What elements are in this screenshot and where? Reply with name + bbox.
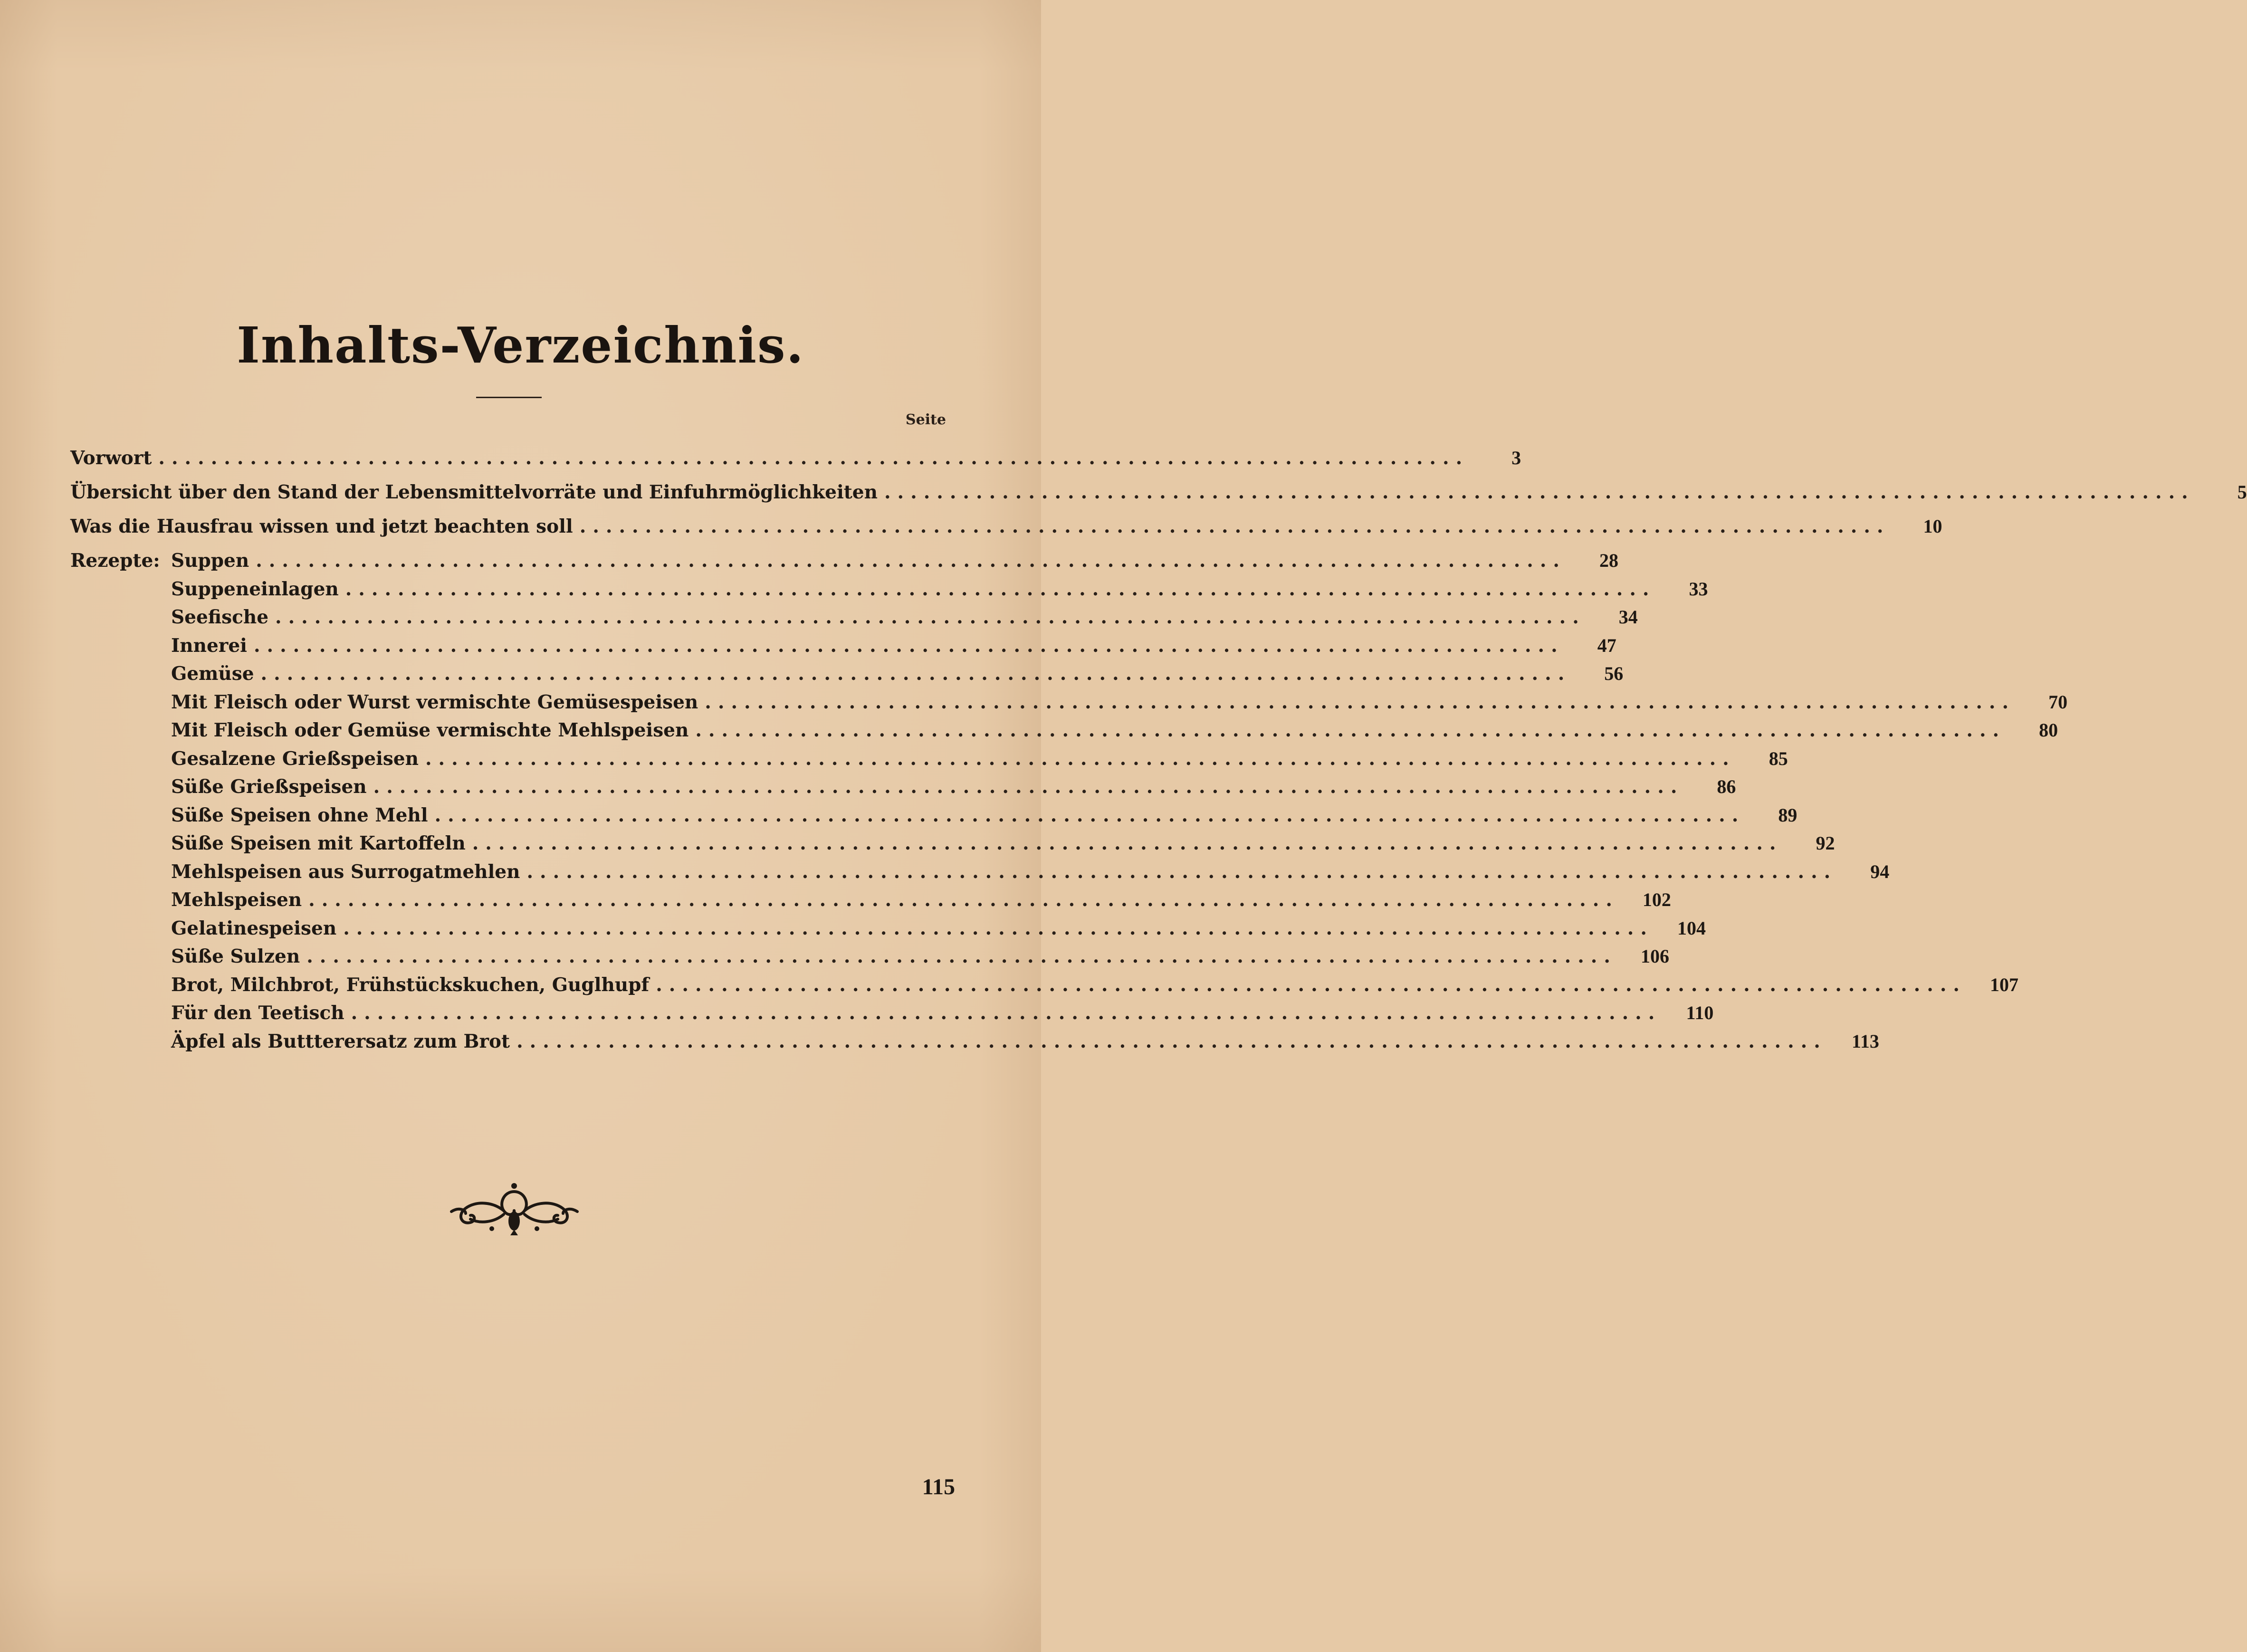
toc-entry-page: 47 — [1597, 634, 1616, 656]
toc-recipe-entry — [70, 917, 1706, 945]
leader-dots: .................................................................................................... — [425, 747, 1736, 770]
leader-dots: .................................................................................................... — [472, 832, 1783, 854]
toc-entry-page: 10 — [1923, 516, 1942, 537]
toc-recipe-entry — [70, 804, 1798, 832]
recipes-heading: Rezepte: — [70, 550, 160, 572]
toc-recipe-entry — [70, 719, 2058, 747]
toc-entry-label: Süße Speisen ohne Mehl — [171, 804, 428, 826]
leader-dots: .................................................................................................... — [884, 481, 2195, 503]
toc-recipe-entry — [70, 775, 1736, 804]
toc-recipe-entry — [70, 578, 1708, 606]
page-column-header: Seite — [905, 411, 946, 428]
leader-dots: .................................................................................................... — [345, 578, 1656, 600]
toc-entry-label: Seefische — [171, 606, 269, 628]
toc-entry-page: 5 — [2237, 481, 2247, 503]
toc-entry-label: Mit Fleisch oder Gemüse vermischte Mehlspeisen — [171, 719, 689, 741]
toc-entry-page: 70 — [2048, 691, 2068, 713]
toc-entry-page: 85 — [1769, 747, 1788, 769]
toc-entry-page: 102 — [1642, 889, 1671, 910]
toc-entry-label: Gelatinespeisen — [171, 917, 337, 939]
toc-entry-page: 3 — [1511, 447, 1521, 468]
toc-entry — [70, 515, 1942, 549]
toc-entry-label: Mit Fleisch oder Wurst vermischte Gemüsespeisen — [171, 691, 698, 713]
leader-dots: .................................................................................................... — [343, 917, 1654, 939]
leader-dots: .................................................................................................... — [705, 691, 2016, 713]
toc-recipe-entry — [70, 1002, 1714, 1030]
toc-entry-page: 33 — [1689, 578, 1708, 600]
toc-recipe-entry — [70, 860, 1890, 889]
leader-dots: .................................................................................................... — [275, 606, 1586, 628]
toc-entry-label: Süße Sulzen — [171, 945, 300, 967]
toc-entry-label: Äpfel als Buttterersatz zum Brot — [171, 1030, 510, 1052]
page-number: 115 — [922, 1474, 955, 1499]
toc-recipe-entry — [70, 974, 2018, 1002]
toc-entry-label: Innerei — [171, 634, 247, 657]
leader-dots: .................................................................................................... — [306, 945, 1617, 967]
toc-entry-page: 110 — [1686, 1002, 1714, 1023]
leader-dots: .................................................................................................... — [434, 804, 1745, 826]
toc-entry-page: 89 — [1778, 804, 1798, 826]
toc-entry-label: Mehlspeisen — [171, 889, 302, 911]
leader-dots: .................................................................................................... — [579, 516, 1890, 537]
table-of-contents — [70, 447, 2247, 1058]
toc-recipe-entry — [70, 832, 1835, 860]
toc-entry-label: Suppen — [171, 550, 249, 572]
toc-entry-page: 56 — [1604, 663, 1624, 684]
toc-entry-label: Süße Grießspeisen — [171, 776, 367, 798]
toc-entry-page: 107 — [1989, 974, 2018, 995]
toc-recipe-entry — [70, 634, 1616, 663]
toc-entry — [70, 447, 1521, 481]
toc-entry-page: 34 — [1618, 606, 1638, 628]
toc-entry-label: Was die Hausfrau wissen und jetzt beachten soll — [70, 516, 573, 537]
toc-entry-label: Gesalzene Grießspeisen — [171, 747, 419, 770]
toc-entry-label: Suppeneinlagen — [171, 578, 339, 600]
toc-recipe-entry — [70, 945, 1669, 974]
leader-dots: .................................................................................................... — [373, 776, 1684, 798]
toc-recipe-entry — [70, 662, 1624, 691]
leader-dots: .................................................................................................... — [516, 1030, 1827, 1052]
toc-entry-page: 80 — [2039, 719, 2058, 741]
toc-entry-label: Mehlspeisen aus Surrogatmehlen — [171, 860, 520, 883]
toc-entry-page: 113 — [1852, 1030, 1879, 1052]
toc-entry-page: 28 — [1599, 550, 1618, 571]
leader-dots: .................................................................................................... — [656, 974, 1966, 996]
leader-dots: .................................................................................................... — [695, 719, 2006, 741]
toc-recipe-entry — [70, 549, 1618, 578]
toc-recipe-entry — [70, 606, 1638, 634]
leader-dots: .................................................................................................... — [158, 447, 1469, 469]
toc-entry-page: 86 — [1717, 776, 1736, 797]
leader-dots: .................................................................................................... — [308, 889, 1619, 911]
leader-dots: .................................................................................................... — [260, 663, 1571, 685]
toc-entry-label: Übersicht über den Stand der Lebensmittelvorräte und Einfuhrmöglichkeiten — [70, 481, 878, 503]
toc-entry-page: 104 — [1677, 917, 1706, 939]
toc-entry-page: 106 — [1640, 945, 1669, 967]
toc-recipe-entry — [70, 888, 1671, 917]
toc-entry-label: Für den Teetisch — [171, 1002, 344, 1024]
page-title: Inhalts-Verzeichnis. — [237, 316, 804, 374]
leader-dots: .................................................................................................... — [526, 860, 1837, 883]
leader-dots: .................................................................................................... — [253, 634, 1564, 657]
toc-entry-label: Gemüse — [171, 663, 254, 685]
floral-vignette-icon — [447, 1182, 582, 1239]
toc-entry — [70, 481, 2247, 515]
leader-dots: .................................................................................................... — [351, 1002, 1662, 1024]
title-divider — [476, 397, 542, 398]
toc-recipe-entry — [70, 691, 2068, 719]
toc-recipe-entry — [70, 1030, 1879, 1059]
toc-recipe-entry — [70, 747, 1788, 776]
toc-entry-label: Süße Speisen mit Kartoffeln — [171, 832, 466, 854]
leader-dots: .................................................................................................... — [256, 550, 1566, 572]
toc-entry-page: 94 — [1870, 860, 1890, 882]
toc-entry-label: Vorwort — [70, 447, 152, 469]
toc-entry-label: Brot, Milchbrot, Frühstückskuchen, Guglhupf — [171, 974, 650, 996]
toc-entry-page: 92 — [1816, 832, 1835, 854]
